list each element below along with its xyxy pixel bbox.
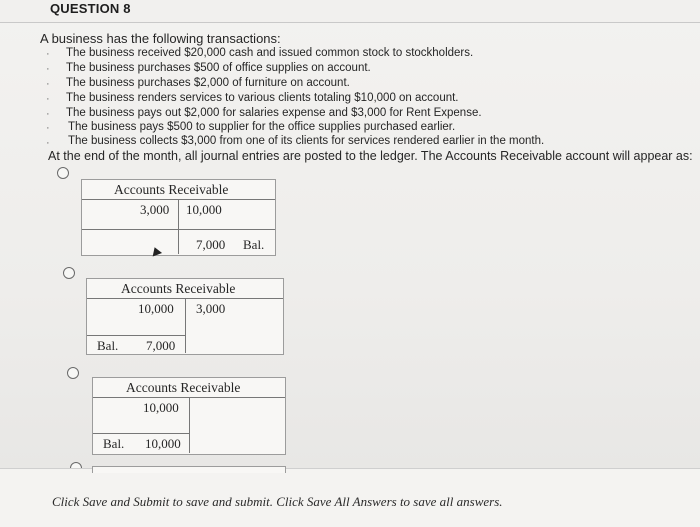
t-account-title: Accounts Receivable <box>121 281 236 296</box>
option-1-radio[interactable] <box>57 167 69 179</box>
t-account-divider <box>185 298 186 353</box>
balance-label: Bal. <box>103 436 125 451</box>
debit-value: 10,000 <box>138 301 174 316</box>
option-4-t-account <box>92 466 286 473</box>
transaction-item: The business pays $500 to supplier for the office supplies purchased earlier. <box>68 121 456 133</box>
balance-value: 7,000 <box>146 338 176 353</box>
balance-value: 10,000 <box>145 436 181 451</box>
bullet-icon: · <box>46 48 50 60</box>
balance-label: Bal. <box>97 338 119 353</box>
balance-value: 7,000 <box>196 237 226 252</box>
debit-value: 10,000 <box>143 400 179 415</box>
t-account-divider <box>178 199 179 254</box>
t-account-total-rule <box>82 229 275 230</box>
bullet-icon: · <box>46 108 50 120</box>
option-3-radio[interactable] <box>67 367 79 379</box>
t-account-total-rule <box>87 335 185 336</box>
t-account-title: Accounts Receivable <box>114 182 229 197</box>
transaction-item: The business received $20,000 cash and issued common stock to stockholders. <box>66 47 474 59</box>
bullet-icon: · <box>46 137 50 149</box>
option-2-t-account <box>86 278 284 355</box>
option-1-t-account <box>81 179 276 256</box>
transaction-item: The business purchases $2,000 of furniture on account. <box>66 77 350 89</box>
transaction-item: The business pays out $2,000 for salaries expense and $3,000 for Rent Expense. <box>66 107 482 119</box>
save-instructions: Click Save and Submit to save and submit. Click Save All Answers to save all answers. <box>52 494 503 509</box>
option-2-radio[interactable] <box>63 267 75 279</box>
question-prompt: At the end of the month, all journal entries are posted to the ledger. The Accounts Receivable account will appear as: <box>48 149 693 163</box>
balance-label: Bal. <box>243 237 265 252</box>
transaction-item: The business purchases $500 of office supplies on account. <box>66 62 371 74</box>
bullet-icon: · <box>46 122 50 134</box>
bullet-icon: · <box>46 63 50 75</box>
question-header <box>0 0 700 23</box>
transaction-item: The business collects $3,000 from one of its clients for services rendered earlier in the month. <box>68 135 545 147</box>
question-intro: A business has the following transactions: <box>40 31 281 46</box>
transaction-item: The business renders services to various clients totaling $10,000 on account. <box>66 92 459 104</box>
t-account-title: Accounts Receivable <box>126 380 241 395</box>
option-3-t-account <box>92 377 286 455</box>
bullet-icon: · <box>46 78 50 90</box>
bullet-icon: · <box>46 93 50 105</box>
credit-value: 3,000 <box>196 301 226 316</box>
t-account-total-rule <box>93 433 189 434</box>
t-account-divider <box>189 397 190 453</box>
question-title: QUESTION 8 <box>50 1 131 16</box>
credit-value: 10,000 <box>186 202 222 217</box>
debit-value: 3,000 <box>140 202 170 217</box>
